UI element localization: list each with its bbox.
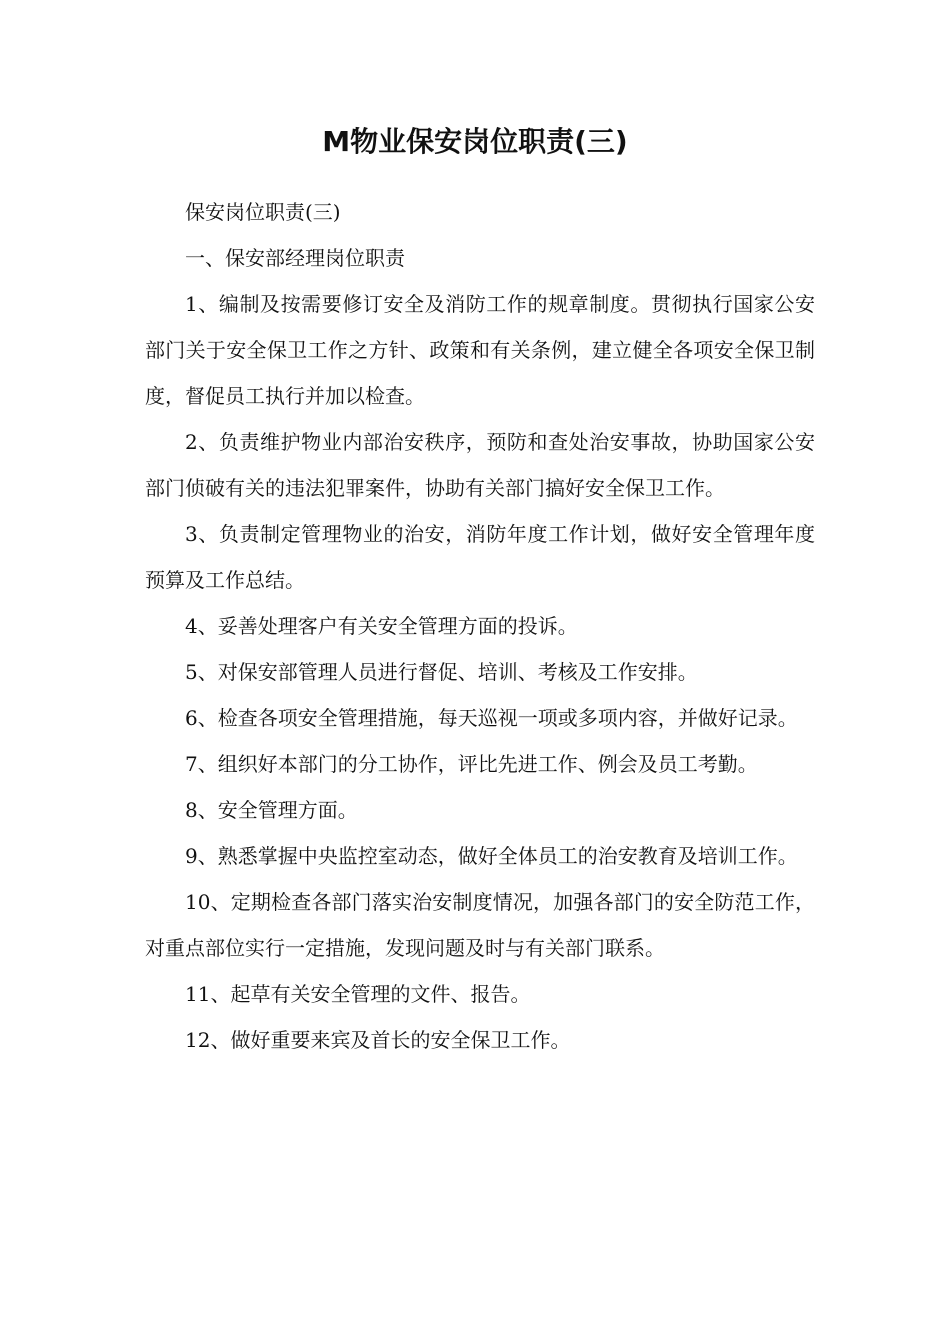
paragraph: 11、起草有关安全管理的文件、报告。 xyxy=(185,982,531,1006)
paragraph: 8、安全管理方面。 xyxy=(185,798,358,822)
paragraph: 9、熟悉掌握中央监控室动态，做好全体员工的治安教育及培训工作。 xyxy=(185,844,798,868)
section-heading: 一、保安部经理岗位职责 xyxy=(185,246,405,270)
paragraph: 7、组织好本部门的分工协作，评比先进工作、例会及员工考勤。 xyxy=(185,752,758,776)
paragraph: 6、检查各项安全管理措施，每天巡视一项或多项内容，并做好记录。 xyxy=(185,706,798,730)
paragraph: 3、负责制定管理物业的治安，消防年度工作计划，做好安全管理年度预算及工作总结。 xyxy=(145,522,815,592)
document-title: M物业保安岗位职责(三) xyxy=(322,125,628,158)
paragraph: 4、妥善处理客户有关安全管理方面的投诉。 xyxy=(185,614,578,638)
paragraph: 1、编制及按需要修订安全及消防工作的规章制度。贯彻执行国家公安部门关于安全保卫工作之方针、政策和有关条例，建立健全各项安全保卫制度，督促员工执行并加以检查。 xyxy=(145,292,815,408)
paragraph: 保安岗位职责(三) xyxy=(185,200,341,224)
paragraph: 5、对保安部管理人员进行督促、培训、考核及工作安排。 xyxy=(185,660,698,684)
document-body xyxy=(145,189,815,1063)
paragraph: 10、定期检查各部门落实治安制度情况，加强各部门的安全防范工作，对重点部位实行一定措施，发现问题及时与有关部门联系。 xyxy=(145,890,815,960)
paragraph: 12、做好重要来宾及首长的安全保卫工作。 xyxy=(185,1028,571,1052)
paragraph: 2、负责维护物业内部治安秩序，预防和查处治安事故，协助国家公安部门侦破有关的违法犯罪案件，协助有关部门搞好安全保卫工作。 xyxy=(145,430,815,500)
